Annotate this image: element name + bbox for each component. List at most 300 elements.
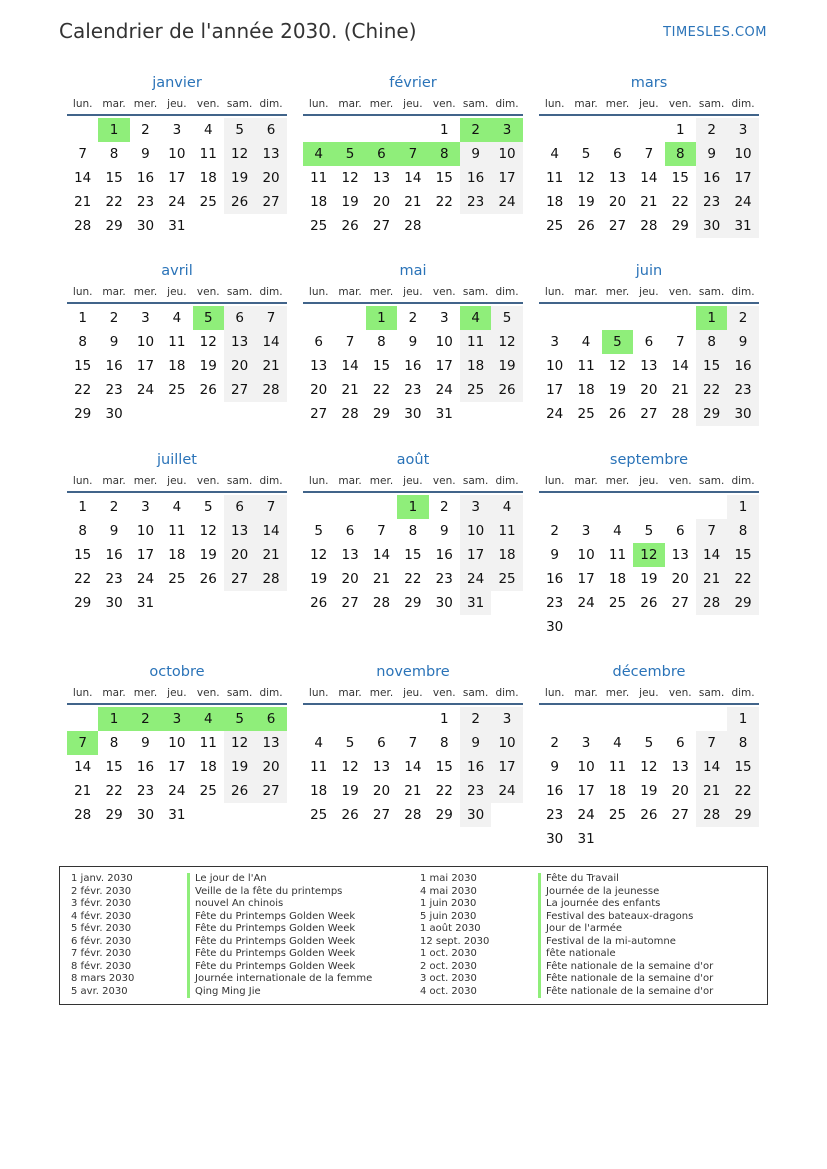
legend-date: 3 oct. 2030 [420,973,477,984]
day-cell: 12 [640,759,658,775]
day-cell: 6 [366,142,397,166]
day-cell: 29 [435,807,453,823]
day-cell: 28 [255,378,286,402]
month-name: juillet [157,452,197,468]
weekday-label: dim. [731,475,755,487]
weekday-label: lun. [308,286,329,298]
day-cell: 21 [404,194,422,210]
day-cell: 5 [224,118,255,142]
day-cell: 12 [577,170,595,186]
day-cell: 15 [74,358,92,374]
day-cell: 8 [109,735,119,751]
day-cell: 2 [141,122,150,138]
day-cell: 9 [109,334,119,350]
weekday-label: ven. [668,286,692,298]
day-cell: 28 [404,218,422,234]
weekday-label: mar. [338,286,362,298]
day-cell: 13 [671,547,689,563]
weekday-label: mar. [338,475,362,487]
day-cell: 18 [199,759,217,775]
day-cell: 10 [460,519,491,543]
day-cell: 7 [408,735,418,751]
month-name: juin [635,263,663,279]
weekday-label: ven. [668,687,692,699]
month-block [303,449,523,615]
day-cell: 7 [67,731,98,755]
empty-cell [303,118,334,142]
day-cell: 6 [224,495,255,519]
day-cell: 13 [671,759,689,775]
day-cell: 31 [727,214,758,238]
day-cell: 6 [255,707,286,731]
day-cell: 21 [696,779,727,803]
day-cell: 23 [546,807,564,823]
weekday-label: jeu. [639,286,659,298]
day-cell: 28 [74,807,92,823]
day-cell: 13 [310,358,328,374]
legend-date: 2 févr. 2030 [71,885,132,897]
day-cell: 30 [136,807,155,823]
day-cell: 24 [577,807,595,823]
weekday-label: lun. [308,687,329,699]
day-cell: 1 [397,495,428,519]
day-cell: 19 [310,571,328,587]
day-cell: 3 [727,118,758,142]
day-cell: 16 [404,358,422,374]
day-cell: 20 [372,194,391,210]
day-grid [67,495,287,615]
day-cell: 26 [341,218,359,234]
day-cell: 19 [640,783,658,799]
weekday-label: jeu. [167,475,187,487]
day-cell: 3 [581,523,591,539]
weekday-label: mer. [133,98,158,110]
legend-date: 4 oct. 2030 [420,985,477,997]
empty-cell [539,118,570,142]
day-cell: 31 [168,218,186,234]
day-cell: 3 [491,118,522,142]
empty-cell [539,495,570,519]
day-cell: 3 [172,122,182,138]
day-cell: 10 [546,358,564,374]
day-cell: 14 [696,543,727,567]
day-cell: 25 [577,406,595,422]
month-name: mars [630,75,668,91]
day-cell: 31 [136,595,155,611]
day-cell: 4 [613,735,622,751]
day-cell: 1 [696,306,727,330]
legend-date: 6 févr. 2030 [71,935,132,947]
day-cell: 17 [577,783,595,799]
weekday-label: jeu. [639,687,659,699]
weekday-label: lun. [72,286,93,298]
weekday-label: jeu. [639,98,659,110]
month-block [303,72,523,238]
day-cell: 13 [224,519,255,543]
weekday-label: sam. [698,98,725,110]
day-cell: 25 [491,567,522,591]
day-cell: 24 [168,194,186,210]
weekday-label: jeu. [167,286,187,298]
legend-holiday-name: La journée des enfants [538,898,660,911]
day-cell: 22 [404,571,422,587]
day-cell: 30 [404,406,422,422]
legend-holiday-name: Veille de la fête du printemps [187,886,342,899]
day-cell: 24 [491,779,522,803]
empty-cell [366,118,397,142]
day-cell: 22 [727,779,758,803]
day-grid [303,495,523,615]
day-cell: 11 [168,334,186,350]
month-name: décembre [612,664,686,680]
weekday-label: mer. [133,286,158,298]
day-cell: 16 [136,170,155,186]
day-cell: 11 [491,519,522,543]
empty-cell [665,707,696,731]
legend-holiday-name: Fête nationale de la semaine d'or [538,986,713,999]
weekday-label: ven. [432,286,456,298]
empty-cell [602,495,633,519]
day-cell: 25 [546,218,564,234]
legend-holiday-name: Fête du Printemps Golden Week [187,923,355,936]
day-cell: 19 [341,194,359,210]
day-cell: 1 [727,495,758,519]
day-cell: 5 [314,523,323,539]
day-cell: 24 [546,406,564,422]
day-cell: 17 [546,382,564,398]
day-cell: 7 [78,146,87,162]
day-cell: 4 [203,122,213,138]
day-cell: 16 [546,571,564,587]
day-cell: 4 [581,334,591,350]
day-cell: 13 [255,142,286,166]
day-cell: 7 [397,142,428,166]
day-cell: 26 [199,382,217,398]
day-cell: 9 [141,146,150,162]
day-cell: 18 [577,382,595,398]
day-cell: 27 [671,595,689,611]
day-cell: 23 [105,382,123,398]
day-cell: 20 [341,571,359,587]
weekday-label: mar. [574,687,598,699]
day-cell: 7 [255,306,286,330]
day-cell: 4 [460,306,491,330]
weekday-label: sam. [698,475,725,487]
day-grid [539,707,759,851]
day-cell: 8 [429,142,460,166]
day-cell: 1 [727,707,758,731]
day-cell: 29 [727,803,758,827]
weekday-label: lun. [544,286,565,298]
weekday-label: ven. [432,475,456,487]
day-cell: 8 [78,523,87,539]
weekday-label: mar. [102,286,126,298]
day-cell: 18 [168,547,186,563]
day-grid [539,495,759,639]
day-cell: 24 [491,190,522,214]
empty-cell [334,118,365,142]
weekday-label: sam. [226,475,253,487]
day-cell: 23 [404,382,422,398]
day-cell: 23 [435,571,453,587]
weekday-label: lun. [72,475,93,487]
day-cell: 15 [404,547,422,563]
day-cell: 18 [199,170,217,186]
weekday-label: jeu. [167,98,187,110]
day-cell: 14 [74,170,92,186]
weekday-label: sam. [226,98,253,110]
weekday-label: mar. [574,98,598,110]
day-cell: 6 [224,306,255,330]
day-cell: 5 [491,306,522,330]
day-cell: 31 [460,591,491,615]
day-cell: 10 [168,735,186,751]
day-cell: 2 [696,118,727,142]
day-cell: 5 [644,735,654,751]
weekday-label: mar. [338,687,362,699]
day-cell: 29 [105,807,123,823]
day-cell: 21 [696,567,727,591]
legend-date: 1 mai 2030 [420,873,477,884]
weekday-label: dim. [259,286,283,298]
day-cell: 11 [199,146,217,162]
day-cell: 5 [334,142,365,166]
weekday-label: mer. [369,286,394,298]
day-cell: 22 [671,194,689,210]
day-cell: 27 [671,807,689,823]
day-cell: 15 [671,170,689,186]
weekday-label: sam. [462,475,489,487]
empty-cell [696,495,727,519]
weekday-label: mer. [605,687,630,699]
empty-cell [665,495,696,519]
legend-holiday-name: Journée de la jeunesse [538,886,659,899]
day-cell: 7 [675,334,685,350]
weekday-label: mer. [369,687,394,699]
weekday-header [67,94,287,116]
day-cell: 11 [608,759,627,775]
legend-holiday-name: Fête du Printemps Golden Week [187,961,355,974]
day-cell: 8 [109,146,119,162]
day-grid [539,306,759,426]
day-cell: 6 [255,118,286,142]
weekday-header [539,471,759,493]
weekday-label: mar. [574,286,598,298]
day-cell: 2 [550,523,559,539]
weekday-label: ven. [196,98,220,110]
empty-cell [602,707,633,731]
day-cell: 5 [602,330,633,354]
day-cell: 26 [640,807,658,823]
legend-date: 3 févr. 2030 [71,898,132,909]
month-block [67,661,287,827]
day-cell: 2 [109,310,119,326]
legend-holiday-name: Journée internationale de la femme [187,973,372,986]
day-cell: 26 [224,190,255,214]
day-cell: 28 [696,591,727,615]
weekday-label: lun. [308,98,329,110]
day-cell: 22 [372,382,391,398]
day-cell: 29 [696,402,727,426]
empty-cell [397,118,428,142]
weekday-label: jeu. [403,475,423,487]
weekday-label: dim. [731,98,755,110]
day-cell: 15 [727,755,758,779]
month-name: mai [399,263,427,279]
day-cell: 30 [727,402,758,426]
weekday-label: mer. [605,475,630,487]
day-cell: 30 [136,218,155,234]
day-cell: 7 [255,495,286,519]
day-cell: 27 [224,567,255,591]
day-cell: 8 [408,523,418,539]
day-cell: 6 [377,735,386,751]
day-cell: 14 [74,759,92,775]
weekday-label: dim. [495,687,519,699]
day-cell: 8 [727,731,758,755]
day-cell: 29 [727,591,758,615]
day-cell: 26 [199,571,217,587]
legend-date: 4 mai 2030 [420,885,477,897]
day-cell: 12 [199,523,217,539]
day-cell: 2 [130,707,161,731]
weekday-label: mer. [133,475,158,487]
month-block [67,260,287,426]
day-cell: 13 [372,759,391,775]
day-cell: 17 [435,358,453,374]
day-cell: 27 [255,190,286,214]
day-cell: 11 [546,170,564,186]
day-cell: 15 [372,358,391,374]
empty-cell [334,495,365,519]
day-cell: 9 [408,334,418,350]
day-cell: 20 [372,783,391,799]
legend-holiday-name: Le jour de l'An [187,873,267,886]
legend-date: 5 avr. 2030 [71,985,128,997]
day-cell: 5 [581,146,591,162]
day-cell: 31 [435,406,453,422]
day-cell: 3 [141,499,150,515]
day-grid [67,707,287,827]
day-cell: 4 [172,310,182,326]
day-cell: 28 [696,803,727,827]
day-cell: 18 [310,194,328,210]
day-cell: 16 [460,755,491,779]
day-cell: 3 [581,735,591,751]
day-cell: 4 [314,735,323,751]
empty-cell [602,118,633,142]
day-cell: 13 [608,170,627,186]
weekday-label: lun. [308,475,329,487]
day-cell: 3 [460,495,491,519]
empty-cell [303,707,334,731]
day-cell: 24 [727,190,758,214]
day-cell: 8 [665,142,696,166]
day-cell: 21 [74,194,92,210]
weekday-label: ven. [196,687,220,699]
day-cell: 29 [74,595,92,611]
day-cell: 2 [460,118,491,142]
legend-date: 8 mars 2030 [71,973,135,984]
weekday-label: dim. [259,98,283,110]
day-cell: 19 [608,382,627,398]
day-cell: 8 [696,330,727,354]
legend-date: 1 juin 2030 [420,898,477,909]
day-cell: 19 [577,194,595,210]
day-cell: 13 [255,731,286,755]
day-cell: 25 [199,783,217,799]
day-cell: 9 [460,142,491,166]
day-cell: 18 [608,571,627,587]
brand-link[interactable]: TIMESLES.COM [663,25,767,40]
weekday-label: sam. [462,687,489,699]
weekday-header [539,282,759,304]
weekday-label: lun. [544,98,565,110]
empty-cell [366,495,397,519]
month-block [539,260,759,426]
day-cell: 8 [439,735,449,751]
empty-cell [633,707,664,731]
legend-holiday-name: Fête du Printemps Golden Week [187,948,355,961]
day-grid [539,118,759,238]
day-cell: 28 [341,406,359,422]
day-cell: 17 [168,759,186,775]
legend-holiday-name: Fête nationale de la semaine d'or [538,961,713,974]
weekday-label: dim. [731,286,755,298]
day-cell: 24 [577,595,595,611]
day-cell: 17 [727,166,758,190]
day-cell: 20 [224,543,255,567]
day-cell: 11 [168,523,186,539]
day-cell: 15 [696,354,727,378]
day-cell: 26 [224,779,255,803]
day-cell: 15 [435,170,453,186]
weekday-label: jeu. [167,687,187,699]
day-cell: 10 [727,142,758,166]
day-cell: 7 [696,731,727,755]
day-grid [303,707,523,827]
day-cell: 29 [105,218,123,234]
weekday-label: sam. [226,687,253,699]
day-cell: 10 [435,334,453,350]
empty-cell [303,306,334,330]
month-name: janvier [152,75,202,91]
day-cell: 9 [109,523,119,539]
day-cell: 1 [98,707,129,731]
day-cell: 29 [74,406,92,422]
day-cell: 9 [550,547,559,563]
weekday-label: jeu. [403,687,423,699]
empty-cell [570,118,601,142]
day-cell: 4 [491,495,522,519]
day-cell: 28 [74,218,92,234]
day-cell: 16 [435,547,453,563]
day-grid [67,118,287,238]
day-cell: 29 [671,218,689,234]
day-cell: 17 [168,170,186,186]
day-cell: 14 [255,519,286,543]
day-cell: 5 [203,499,213,515]
weekday-label: mer. [605,98,630,110]
day-cell: 23 [546,595,564,611]
day-cell: 23 [696,190,727,214]
day-cell: 12 [224,142,255,166]
month-block [303,661,523,827]
day-cell: 28 [404,807,422,823]
day-cell: 21 [255,543,286,567]
weekday-label: jeu. [403,98,423,110]
empty-cell [303,495,334,519]
